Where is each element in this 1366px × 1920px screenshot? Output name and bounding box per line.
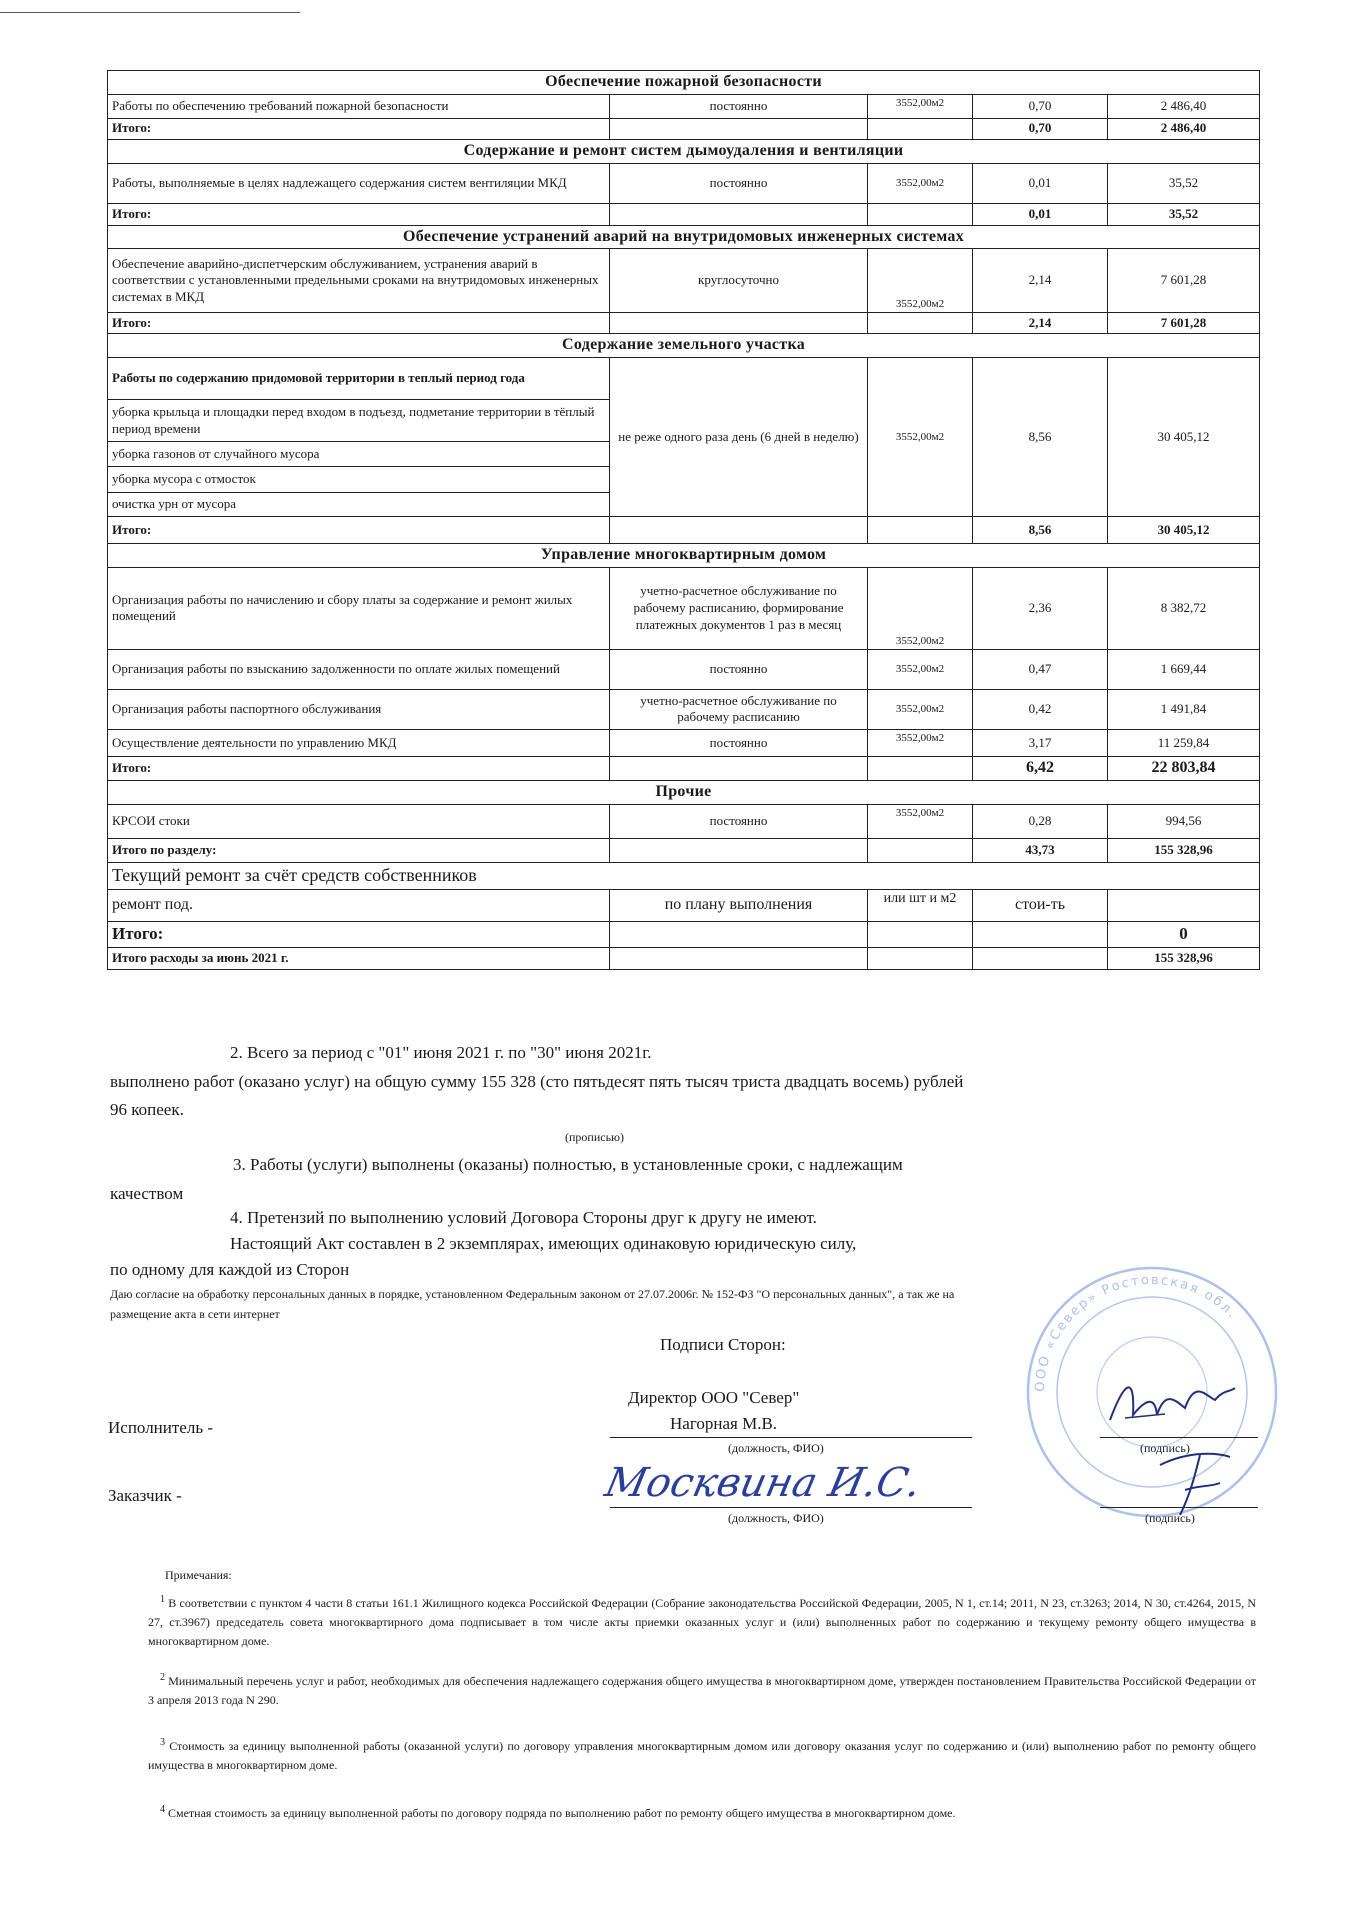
- total-row: [108, 517, 1260, 544]
- total-row: [108, 313, 1260, 334]
- work-sum: 2 486,40: [1108, 94, 1260, 118]
- grand-total-sum: 155 328,96: [1108, 947, 1260, 969]
- customer-handwritten-name: Москвина И.С.: [601, 1460, 926, 1506]
- note-text: Минимальный перечень услуг и работ, необходимых для обеспечения надлежащего содержания общего имущества в многоквартирном доме, утвержден постановлением Правительства Российской Федерации от 3 апреля 2013 года N 290.: [148, 1674, 1257, 1708]
- total-row: [108, 203, 1260, 225]
- note-item: [148, 1802, 1256, 1823]
- customer-signature-icon: [1150, 1445, 1240, 1520]
- repair-col4: стои-ть: [973, 889, 1108, 921]
- work-sum: 8 382,72: [1108, 567, 1260, 649]
- work-unit: 3552,00м2: [868, 804, 973, 838]
- work-rate: 2,14: [973, 249, 1108, 313]
- work-sum: 7 601,28: [1108, 249, 1260, 313]
- section-header: [108, 780, 1260, 804]
- work-rate: 0,47: [973, 649, 1108, 689]
- total-rate: 43,73: [973, 838, 1108, 862]
- work-frequency: постоянно: [610, 649, 868, 689]
- work-unit: 3552,00м2: [868, 163, 973, 203]
- table-row: [108, 358, 1260, 400]
- work-sum: 1 669,44: [1108, 649, 1260, 689]
- table-row: [108, 729, 1260, 756]
- repair-col2: по плану выполнения: [610, 889, 868, 921]
- work-frequency: не реже одного раза день (6 дней в неделю): [610, 358, 868, 517]
- propisyu-caption: (прописью): [565, 1130, 625, 1144]
- total-label: Итого:: [108, 118, 610, 139]
- paragraph-3-line1: 3. Работы (услуги) выполнены (оказаны) полностью, в установленные сроки, с надлежащим: [233, 1155, 903, 1174]
- section-header: [108, 544, 1260, 568]
- note-text: В соответствии с пунктом 4 части 8 статьи 161.1 Жилищного кодекса Российской Федерации (Собрание законодательства Российской Федерации, 2005, N 1, ст.14; 2011, N 23, ст.3263; 2014, N 30, ст.4264, 2015, N 27, ст.3967) председатель совета многоквартирного дома подписывает в том числе акты приемки оказанных услуг и (или) выполненных работ по содержанию и текущему ремонту общего имущества в многоквартирном доме.: [148, 1596, 1256, 1649]
- section-header: [108, 139, 1260, 163]
- work-rate: 3,17: [973, 729, 1108, 756]
- section-title: Прочие: [108, 780, 1260, 804]
- repair-row: [108, 889, 1260, 921]
- note-number: 2: [160, 1672, 165, 1683]
- total-sum: 35,52: [1108, 203, 1260, 225]
- consent-line2: размещение акта в сети интернет: [110, 1307, 280, 1321]
- section-title: Содержание и ремонт систем дымоудаления и вентиляции: [108, 139, 1260, 163]
- total-rate: 0,01: [973, 203, 1108, 225]
- executor-fio-line: [610, 1437, 972, 1438]
- section-header: [108, 334, 1260, 358]
- work-name: уборка газонов от случайного мусора: [108, 442, 610, 467]
- work-unit: 3552,00м2: [868, 649, 973, 689]
- total-rate: 8,56: [973, 517, 1108, 544]
- total-sum: 22 803,84: [1108, 756, 1260, 780]
- work-name: Организация работы по взысканию задолженности по оплате жилых помещений: [108, 649, 610, 689]
- paragraph-2-line3: 96 копеек.: [110, 1100, 184, 1119]
- executor-position: Директор ООО "Север": [628, 1388, 800, 1407]
- work-unit: 3552,00м2: [868, 358, 973, 517]
- total-row: [108, 118, 1260, 139]
- signatures-title: Подписи Сторон:: [660, 1335, 786, 1354]
- work-name: Организация работы по начислению и сбору платы за содержание и ремонт жилых помещений: [108, 567, 610, 649]
- repair-total-row: [108, 921, 1260, 947]
- total-sum: 155 328,96: [1108, 838, 1260, 862]
- work-unit: 3552,00м2: [868, 689, 973, 729]
- section-header: [108, 71, 1260, 95]
- work-name: КРСОИ стоки: [108, 804, 610, 838]
- note-text: Стоимость за единицу выполненной работы (оказанной услуги) по договору управления многоквартирным домом или договору оказания услуг по содержанию и (или) выполнению работ по ремонту общего имущества в многоквартирном доме.: [148, 1739, 1256, 1773]
- section-title: Содержание земельного участка: [108, 334, 1260, 358]
- section-title: Управление многоквартирным домом: [108, 544, 1260, 568]
- work-sum: 35,52: [1108, 163, 1260, 203]
- work-unit: 3552,00м2: [868, 94, 973, 118]
- repair-total-label: Итого:: [108, 921, 610, 947]
- total-row: [108, 838, 1260, 862]
- work-unit: 3552,00м2: [868, 567, 973, 649]
- top-rule: [0, 12, 300, 13]
- customer-fio-caption: (должность, ФИО): [728, 1511, 824, 1525]
- total-label: Итого:: [108, 756, 610, 780]
- note-text: Сметная стоимость за единицу выполненной работы по договору подряда по выполнению работ по ремонту общего имущества в многоквартирном доме.: [168, 1806, 956, 1820]
- work-name: очистка урн от мусора: [108, 493, 610, 517]
- total-row: [108, 756, 1260, 780]
- executor-signature-icon: [1105, 1370, 1240, 1440]
- paragraph-3-line2: качеством: [110, 1184, 184, 1203]
- work-rate: 0,01: [973, 163, 1108, 203]
- note-number: 1: [160, 1594, 165, 1605]
- notes-title: Примечания:: [165, 1568, 232, 1582]
- work-frequency: круглосуточно: [610, 249, 868, 313]
- work-sum: 994,56: [1108, 804, 1260, 838]
- executor-sign-caption: (подпись): [1140, 1441, 1190, 1455]
- work-sum: 11 259,84: [1108, 729, 1260, 756]
- work-frequency: постоянно: [610, 729, 868, 756]
- work-frequency: учетно-расчетное обслуживание по рабочему расписанию: [610, 689, 868, 729]
- customer-sign-caption: (подпись): [1145, 1511, 1195, 1525]
- paragraph-5-line2: по одному для каждой из Сторон: [110, 1260, 350, 1279]
- work-unit: 3552,00м2: [868, 249, 973, 313]
- total-rate: 0,70: [973, 118, 1108, 139]
- repair-total-sum: 0: [1108, 921, 1260, 947]
- work-name: Обеспечение аварийно-диспетчерским обслуживанием, устранения аварий в соответствии с установленными предельными сроками на внутридомовых инженерных системах в МКД: [108, 249, 610, 313]
- work-sum: 1 491,84: [1108, 689, 1260, 729]
- table-row: [108, 649, 1260, 689]
- note-number: 3: [160, 1737, 165, 1748]
- work-name: Работы, выполняемые в целях надлежащего содержания систем вентиляции МКД: [108, 163, 610, 203]
- total-label: Итого:: [108, 517, 610, 544]
- paragraph-5-line1: Настоящий Акт составлен в 2 экземплярах, имеющих одинаковую юридическую силу,: [230, 1234, 857, 1253]
- work-rate: 0,42: [973, 689, 1108, 729]
- table-row: [108, 567, 1260, 649]
- note-item: [148, 1735, 1256, 1775]
- total-rate: 6,42: [973, 756, 1108, 780]
- executor-name: Нагорная М.В.: [670, 1414, 778, 1433]
- customer-fio-line: [610, 1507, 972, 1508]
- section-header: [108, 225, 1260, 249]
- section-title: Обеспечение устранений аварий на внутридомовых инженерных системах: [108, 225, 1260, 249]
- repair-col3: или шт и м2: [868, 889, 973, 921]
- repair-col1: ремонт под.: [108, 889, 610, 921]
- work-name: Работы по обеспечению требований пожарной безопасности: [108, 94, 610, 118]
- consent-line1: Даю согласие на обработку персональных данных в порядке, установленном Федеральным законом от 27.07.2006г. № 152-ФЗ "О персональных данных", а так же на: [110, 1287, 955, 1301]
- executor-fio-caption: (должность, ФИО): [728, 1441, 824, 1455]
- work-name: Организация работы паспортного обслуживания: [108, 689, 610, 729]
- stamp-text: ООО «Север» Ростовская обл.: [1032, 1272, 1241, 1393]
- section-title: Обеспечение пожарной безопасности: [108, 71, 1260, 95]
- work-frequency: постоянно: [610, 163, 868, 203]
- work-unit: 3552,00м2: [868, 729, 973, 756]
- works-table: [107, 70, 1260, 970]
- customer-label: Заказчик -: [108, 1486, 182, 1505]
- note-item: [148, 1592, 1256, 1652]
- table-row: [108, 94, 1260, 118]
- total-rate: 2,14: [973, 313, 1108, 334]
- repair-header: [108, 862, 1260, 889]
- paragraph-4: 4. Претензий по выполнению условий Договора Стороны друг к другу не имеют.: [230, 1208, 817, 1227]
- work-name: уборка мусора с отмосток: [108, 467, 610, 493]
- note-number: 4: [160, 1804, 165, 1815]
- work-sum: 30 405,12: [1108, 358, 1260, 517]
- work-frequency: постоянно: [610, 804, 868, 838]
- work-frequency: постоянно: [610, 94, 868, 118]
- paragraph-2-line2: выполнено работ (оказано услуг) на общую сумму 155 328 (сто пятьдесят пять тысяч триста двадцать восемь) рублей: [110, 1072, 964, 1091]
- repair-title: Текущий ремонт за счёт средств собственников: [108, 862, 1260, 889]
- total-label: Итого:: [108, 203, 610, 225]
- work-rate: 0,28: [973, 804, 1108, 838]
- work-rate: 8,56: [973, 358, 1108, 517]
- work-name: Осуществление деятельности по управлению МКД: [108, 729, 610, 756]
- total-label: Итого по разделу:: [108, 838, 610, 862]
- paragraph-2-line1: 2. Всего за период с "01" июня 2021 г. по "30" июня 2021г.: [230, 1043, 652, 1062]
- total-label: Итого:: [108, 313, 610, 334]
- total-sum: 2 486,40: [1108, 118, 1260, 139]
- work-name: уборка крыльца и площадки перед входом в подъезд, подметание территории в тёплый период времени: [108, 400, 610, 442]
- work-name: Работы по содержанию придомовой территории в теплый период года: [108, 358, 610, 400]
- note-item: [148, 1670, 1256, 1710]
- work-frequency: учетно-расчетное обслуживание по рабочему расписанию, формирование платежных документов 1 раз в месяц: [610, 567, 868, 649]
- work-rate: 0,70: [973, 94, 1108, 118]
- executor-label: Исполнитель -: [108, 1418, 213, 1437]
- table-row: [108, 689, 1260, 729]
- grand-total-row: [108, 947, 1260, 969]
- work-rate: 2,36: [973, 567, 1108, 649]
- table-row: [108, 804, 1260, 838]
- total-sum: 30 405,12: [1108, 517, 1260, 544]
- total-sum: 7 601,28: [1108, 313, 1260, 334]
- table-row: [108, 163, 1260, 203]
- table-row: [108, 249, 1260, 313]
- grand-total-label: Итого расходы за июнь 2021 г.: [108, 947, 610, 969]
